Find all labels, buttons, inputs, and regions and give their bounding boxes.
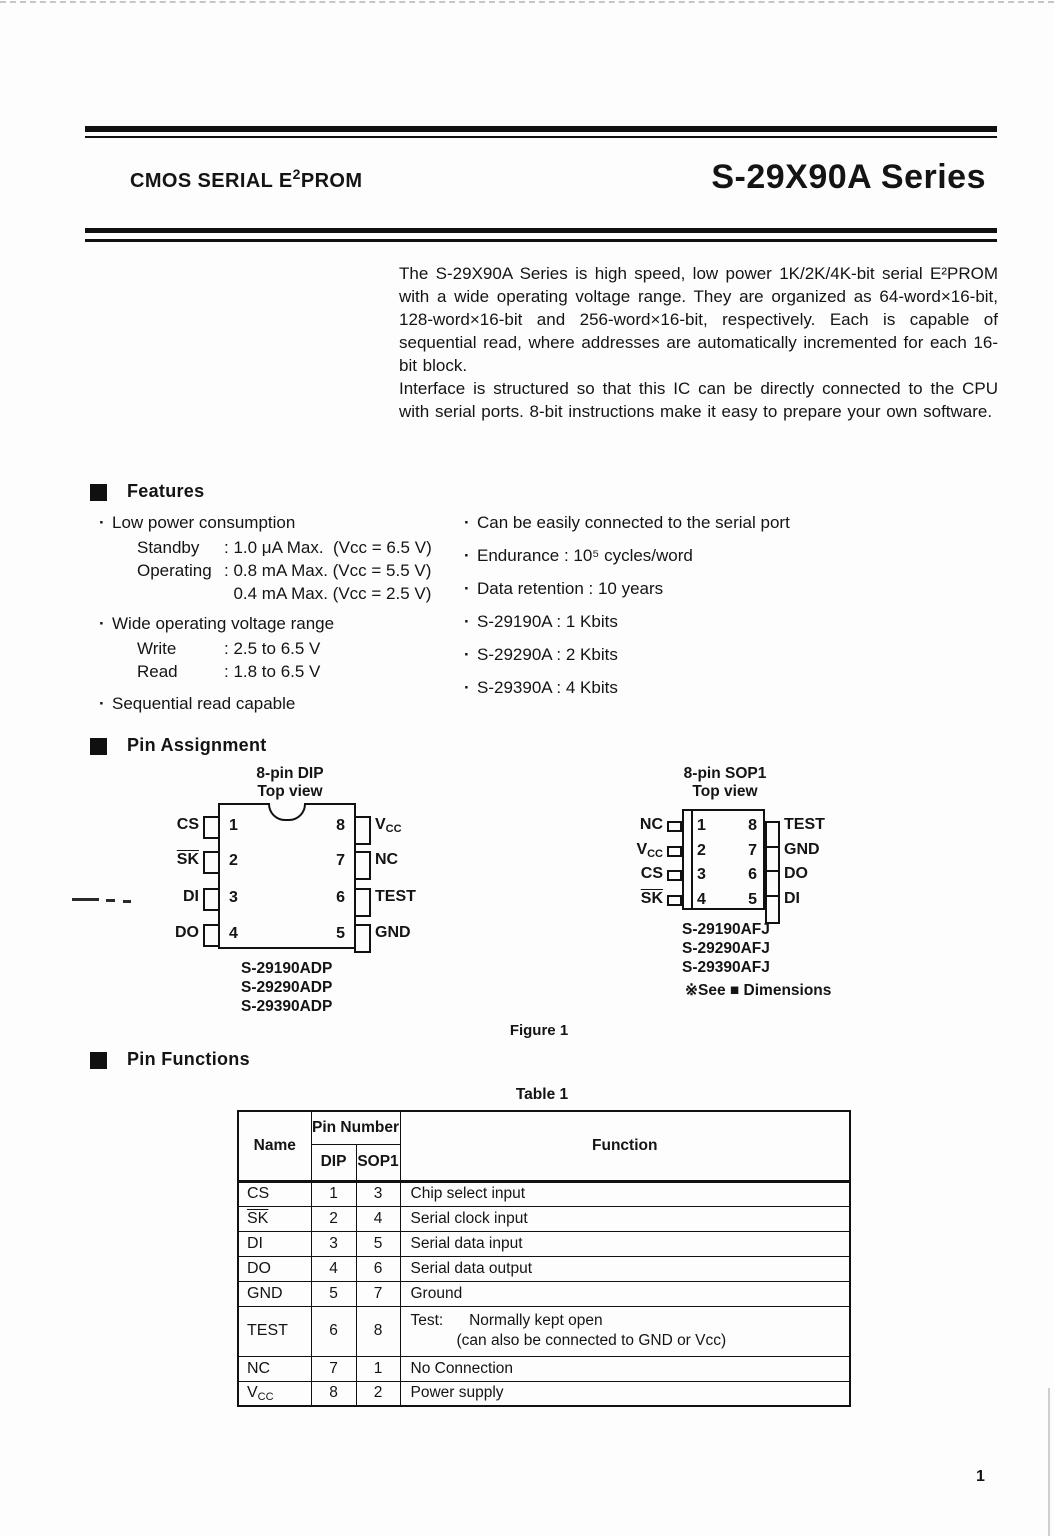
pin-label-sk: $\overline{SK}$	[640, 890, 663, 907]
bullet-icon: ·	[99, 513, 105, 532]
pin-label-sk: $\overline{SK}$	[176, 851, 199, 868]
feature-item	[464, 644, 864, 665]
pin-function: Chip select input	[410, 1185, 526, 1202]
sop-package-name: 8-pin SOP1	[683, 765, 767, 782]
scan-artifact-top-dots	[0, 1, 1054, 3]
pin-function-note: (can also be connected to GND or Vcc)	[456, 1332, 727, 1349]
feature-item	[464, 545, 864, 566]
pin-number: 3	[229, 889, 238, 906]
pin-number: 8	[748, 817, 757, 834]
pin-label-test: TEST	[784, 816, 825, 833]
feature-item	[464, 677, 864, 698]
column-header-dip: DIP	[311, 1144, 356, 1181]
column-header-sop1: SOP1	[356, 1144, 400, 1181]
section-bullet-icon	[90, 484, 107, 501]
spec-value: : 2.5 to 6.5 V	[224, 639, 321, 658]
pin-name: DO	[247, 1259, 271, 1277]
sop1-pin-number: 3	[356, 1181, 400, 1206]
model-number: S-29290AFJ	[682, 940, 770, 957]
pin-label-text: V	[375, 816, 386, 833]
sop1-pin-number: 4	[356, 1206, 400, 1231]
intro-paragraph-1: The S-29X90A Series is high speed, low power 1K/2K/4K-bit serial E²PROM with a wide operating voltage range. They are organized as 64-word×16-bit, 128-word×16-bit and 256-word×16-bit, respectively. Each is capable of sequential read, where addresses are automatically incremented for each 16-bit block.	[399, 264, 998, 375]
document-type-title	[130, 166, 363, 193]
dip-pin-number: 3	[311, 1231, 356, 1256]
dip-figure-title	[195, 765, 385, 801]
dip-package-name: 8-pin DIP	[256, 765, 324, 782]
pin-number: 4	[229, 925, 238, 942]
dip-view-label: Top view	[257, 783, 323, 800]
bullet-icon: ·	[464, 645, 470, 664]
pin-number: 5	[336, 925, 345, 942]
pin-number: 2	[697, 842, 706, 859]
scan-artifact-dash	[72, 898, 99, 901]
pin-number: 7	[336, 852, 345, 869]
sop1-pin-number: 6	[356, 1256, 400, 1281]
feature-label: Endurance : 10⁵ cycles/word	[477, 546, 693, 565]
pin-name: TEST	[247, 1322, 288, 1339]
pin-functions-heading: Pin Functions	[127, 1049, 250, 1069]
dip-pin-number: 5	[311, 1281, 356, 1306]
pin-label-text: V	[636, 841, 648, 858]
table-row	[238, 1181, 850, 1206]
page-title: S-29X90A Series	[711, 158, 986, 196]
doc-type-text-post: PROM	[300, 170, 363, 192]
header-rule-thick-bottom	[85, 228, 997, 233]
spec-label	[137, 582, 224, 605]
feature-item	[464, 512, 864, 533]
pin-number: 1	[697, 817, 706, 834]
feature-subrows	[137, 536, 444, 605]
feature-item	[464, 611, 864, 632]
model-number: S-29390AFJ	[682, 959, 770, 976]
sop-figure-title	[630, 765, 820, 801]
spec-label: Read	[137, 662, 178, 681]
pin-number: 6	[336, 889, 345, 906]
bullet-icon: ·	[464, 678, 470, 697]
dip-pin-lead	[203, 924, 220, 947]
table-row	[238, 1206, 850, 1231]
table-row	[238, 1306, 850, 1356]
column-header-pin-number: Pin Number	[311, 1111, 400, 1144]
dip-pin-lead	[354, 851, 371, 880]
table-row	[238, 1281, 850, 1306]
sop-model-list	[682, 920, 770, 977]
pin-number: 8	[336, 817, 345, 834]
section-bullet-icon	[90, 738, 107, 755]
model-number: S-29390ADP	[241, 998, 333, 1015]
dip-pin-lead	[354, 888, 371, 917]
sop1-pin-number: 7	[356, 1281, 400, 1306]
pin-function: Serial data output	[410, 1259, 533, 1277]
pin-name: NC	[247, 1359, 271, 1377]
sop1-pin-number: 2	[356, 1381, 400, 1406]
scan-artifact-dash	[123, 900, 131, 903]
pin-name: V	[247, 1383, 258, 1401]
feature-item	[99, 512, 444, 533]
dip-notch	[268, 803, 306, 821]
sop-pin-lead	[667, 870, 682, 881]
scan-artifact-edge-line	[1048, 1388, 1050, 1536]
pin-label-vcc	[375, 816, 402, 841]
dip-pin-lead	[203, 888, 220, 911]
pin-label-test: TEST	[375, 888, 416, 905]
features-heading: Features	[127, 481, 205, 501]
pin-label-subscript: CC	[385, 823, 402, 835]
pin-label-gnd: GND	[375, 924, 411, 941]
sop1-pin-number: 5	[356, 1231, 400, 1256]
feature-item	[99, 613, 444, 634]
features-left-column	[99, 512, 444, 714]
dip-pin-number: 8	[311, 1381, 356, 1406]
model-number: S-29190AFJ	[682, 921, 770, 938]
dip-pin-lead	[354, 816, 371, 845]
feature-label: Sequential read capable	[112, 694, 296, 713]
section-bullet-icon	[90, 1052, 107, 1069]
spec-value: 0.4 mA Max. (Vcc = 2.5 V)	[224, 584, 432, 603]
pin-name: $\overline{SK}$	[247, 1209, 269, 1227]
pin-number: 2	[229, 852, 238, 869]
feature-label: S-29190A : 1 Kbits	[477, 612, 618, 631]
pin-label-do: DO	[175, 924, 199, 941]
table-caption-text: Table 1	[515, 1086, 569, 1103]
pin-function: Test: Normally kept open	[410, 1312, 603, 1329]
pin-function: Power supply	[410, 1384, 504, 1402]
pin-label-vcc	[636, 841, 663, 860]
pin-number: 5	[748, 891, 757, 908]
sop-view-label: Top view	[692, 783, 758, 800]
intro-paragraph-2: Interface is structured so that this IC can be directly connected to the CPU with serial ports. 8-bit instructions make it easy to prepare your own software.	[399, 379, 998, 421]
pin-label-gnd: GND	[784, 841, 820, 858]
pin-assignment-heading: Pin Assignment	[127, 735, 267, 755]
sop-package-figure	[620, 765, 920, 1030]
pin-label-cs: CS	[176, 816, 199, 833]
figure-caption-text: Figure 1	[509, 1022, 569, 1039]
pin-label-do: DO	[784, 865, 808, 882]
sop-chip-body	[636, 809, 825, 910]
table-row	[238, 1231, 850, 1256]
table-row	[238, 1381, 850, 1406]
page-number: 1	[976, 1468, 985, 1485]
feature-label: Data retention : 10 years	[477, 579, 664, 598]
feature-label: S-29390A : 4 Kbits	[477, 678, 618, 697]
feature-subrows	[137, 637, 444, 683]
pin-label-subscript: CC	[647, 848, 663, 860]
sop1-pin-number: 8	[356, 1306, 400, 1356]
table-row	[238, 1356, 850, 1381]
header-rule-thin-top	[85, 136, 997, 138]
bullet-icon: ·	[464, 546, 470, 565]
table-row	[238, 1256, 850, 1281]
model-number: S-29290ADP	[241, 979, 333, 996]
table-caption	[0, 1086, 1054, 1104]
dip-pin-number: 1	[311, 1181, 356, 1206]
model-number: S-29190ADP	[241, 960, 333, 977]
spec-value: : 1.0 μA Max. (Vcc = 6.5 V)	[224, 538, 432, 557]
feature-label: Low power consumption	[112, 513, 296, 532]
pin-function: No Connection	[410, 1359, 514, 1377]
bullet-icon: ·	[464, 579, 470, 598]
pin-name: DI	[247, 1234, 263, 1252]
figure-caption	[0, 1022, 1054, 1039]
pin-label-nc: NC	[375, 851, 399, 868]
dip-pin-number: 7	[311, 1356, 356, 1381]
bullet-icon: ·	[99, 614, 105, 633]
dip-pin-number: 4	[311, 1256, 356, 1281]
dip-package-figure	[175, 765, 455, 1020]
doc-type-text: CMOS SERIAL E	[130, 170, 293, 192]
sop1-pin-number: 1	[356, 1356, 400, 1381]
dip-pin-number: 6	[311, 1306, 356, 1356]
pin-number: 6	[748, 866, 757, 883]
dip-pin-lead	[203, 851, 220, 874]
sop-pin-lead	[667, 846, 682, 857]
dip-pin-number: 2	[311, 1206, 356, 1231]
pin-label-cs: CS	[640, 865, 663, 882]
sop-body-stripe	[691, 811, 693, 908]
intro-text	[399, 262, 998, 423]
pin-function: Serial data input	[410, 1234, 523, 1252]
spec-label: Write	[137, 639, 177, 658]
spec-label: Standby	[137, 538, 200, 557]
pin-name-subscript: CC	[257, 1390, 274, 1403]
sop-dimensions-note: ※See ■ Dimensions	[685, 982, 832, 999]
pin-functions-table	[237, 1110, 851, 1407]
dip-model-list	[241, 959, 332, 1016]
pin-label-nc: NC	[639, 816, 663, 833]
pin-number: 7	[748, 842, 757, 859]
sop-pin-lead	[667, 895, 682, 906]
spec-value: : 0.8 mA Max. (Vcc = 5.5 V)	[224, 561, 432, 580]
bullet-icon: ·	[99, 694, 105, 713]
column-header-name: Name	[238, 1111, 311, 1181]
pin-number: 4	[697, 891, 706, 908]
feature-label: Can be easily connected to the serial port	[477, 513, 790, 532]
pin-name: GND	[247, 1284, 283, 1302]
pin-label-di: DI	[183, 888, 199, 905]
feature-item	[464, 578, 864, 599]
dip-pin-lead	[203, 816, 220, 839]
feature-item	[99, 693, 444, 714]
dip-chip-body	[175, 803, 416, 949]
dip-pin-lead	[354, 924, 371, 953]
header-rule-thick-top	[85, 126, 997, 132]
bullet-icon: ·	[464, 612, 470, 631]
features-right-column	[464, 512, 864, 710]
pin-function: Serial clock input	[410, 1209, 528, 1227]
scan-artifact-dash	[106, 899, 115, 902]
spec-label: Operating	[137, 561, 212, 580]
header-rule-thin-bottom	[85, 239, 997, 242]
bullet-icon: ·	[464, 513, 470, 532]
pin-name: CS	[247, 1185, 270, 1202]
sop-pin-lead	[667, 821, 682, 832]
pin-number: 3	[697, 866, 706, 883]
pin-number: 1	[229, 817, 238, 834]
column-header-function: Function	[400, 1111, 850, 1181]
feature-label: Wide operating voltage range	[112, 614, 335, 633]
pin-function: Ground	[410, 1284, 463, 1302]
doc-type-superscript: 2	[292, 166, 301, 182]
feature-label: S-29290A : 2 Kbits	[477, 645, 618, 664]
spec-value: : 1.8 to 6.5 V	[224, 662, 321, 681]
pin-label-di: DI	[784, 890, 800, 907]
